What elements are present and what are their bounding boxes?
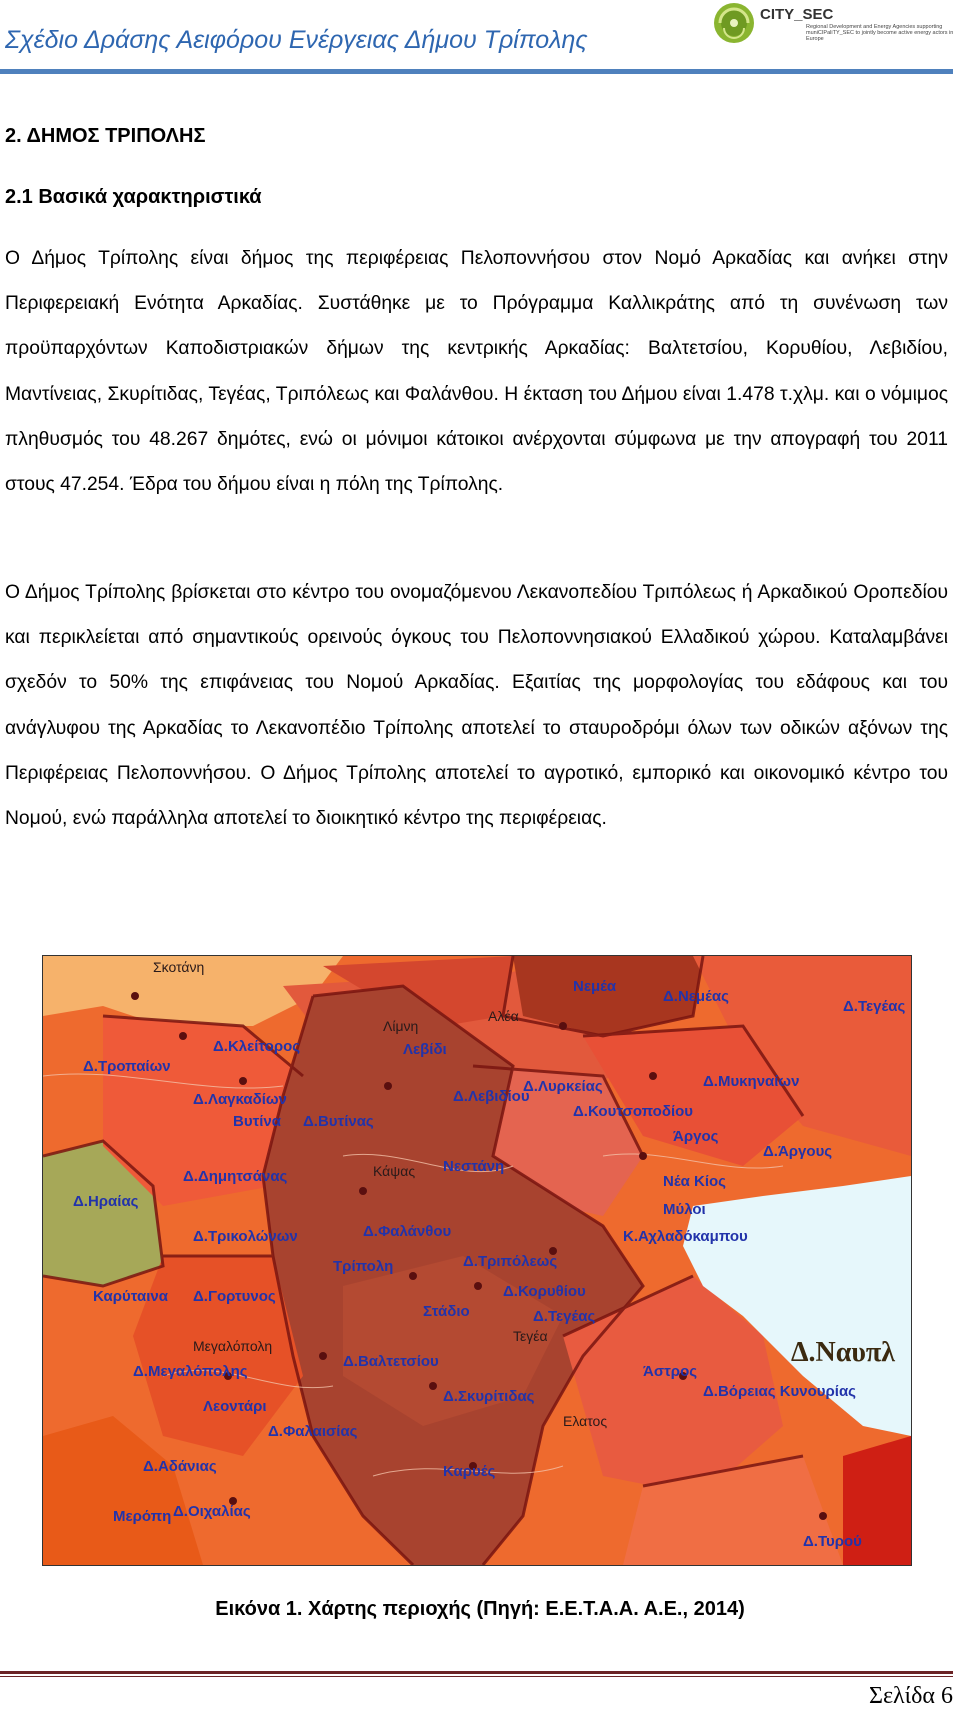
logo-emblem-icon bbox=[710, 0, 758, 48]
map-label: Δ.Τεγέας bbox=[843, 998, 906, 1015]
map-label: Κάψας bbox=[373, 1163, 416, 1179]
map-label: Βυτίνα bbox=[233, 1113, 281, 1130]
section-title: 2. ΔΗΜΟΣ ΤΡΙΠΟΛΗΣ bbox=[5, 125, 206, 147]
map-label: Ελατος bbox=[563, 1413, 608, 1429]
map-label: Δ.Φαλάνθου bbox=[363, 1223, 452, 1240]
map-label: Μύλοι bbox=[663, 1201, 706, 1218]
region-map bbox=[42, 955, 912, 1566]
map-label: Δ.Οιχαλίας bbox=[173, 1503, 251, 1520]
map-label: Δ.Μυκηναίων bbox=[703, 1073, 800, 1090]
map-label: Νέα Κίος bbox=[663, 1173, 726, 1190]
footer-rule bbox=[0, 1671, 953, 1674]
map-label: Τεγέα bbox=[513, 1328, 548, 1344]
map-label: Δ.Αδάνιας bbox=[143, 1458, 217, 1475]
map-label: Δ.Τροπαίων bbox=[83, 1058, 171, 1075]
body-paragraph: Ο Δήμος Τρίπολης βρίσκεται στο κέντρο του ονομαζόμενου Λεκανοπεδίου Τριπόλεως ή Αρκαδικού Οροπεδίου και περικλείεται από σημαντικούς ορεινούς όγκους του Πελοποννησιακού Ελλαδικού χώρου. Καταλαμβάνει σχεδόν το 50% της επιφάνειας του Νομού Αρκαδίας. Εξαιτίας της μορφολογίας του εδάφους και του ανάγλυφου της Αρκαδίας το Λεκανοπέδιο Τρίπολης αποτελεί το σταυροδρόμι όλων των οδικών αξόνων της Περιφέρειας Πελοποννήσου. Ο Δήμος Τρίπολης αποτελεί το αγροτικό, εμπορικό και οικονομικό κέντρο του Νομού, ενώ παράλληλα αποτελεί το διοικητικό κέντρο της περιφέρειας. bbox=[5, 582, 948, 830]
logo-name: CITY_SEC bbox=[760, 6, 834, 23]
map-label: Καρυές bbox=[443, 1463, 496, 1480]
map-label: Λίμνη bbox=[383, 1018, 419, 1034]
body-paragraph: Ο Δήμος Τρίπολης είναι δήμος της περιφέρειας Πελοποννήσου στον Νομό Αρκαδίας και ανήκει στην Περιφερειακή Ενότητα Αρκαδίας. Συστάθηκε με το Πρόγραμμα Καλλικράτης από τη συνένωση των προϋπαρχόντων Καποδιστριακών δήμων της κεντρικής Αρκαδίας: Βαλτετσίου, Κορυθίου, Λεβιδίου, Μαντίνειας, Σκυρίτιδας, Τεγέας, Τριπόλεως και Φαλάνθου. Η έκταση του Δήμου είναι 1.478 τ.χλμ. και ο νόμιμος πληθυσμός του 48.267 δημότες, ενώ οι μόνιμοι κάτοικοι ανέρχονται σύμφωνα με την απογραφή του 2011 στους 47.254. Έδρα του δήμου είναι η πόλη της Τρίπολης. bbox=[5, 248, 948, 496]
map-label: Δ.Φαλαισίας bbox=[268, 1423, 358, 1440]
map-label: Δ.Άργους bbox=[763, 1143, 833, 1160]
map-label: Δ.Τριπόλεως bbox=[463, 1253, 558, 1270]
map-label: Δ.Κορυθίου bbox=[503, 1283, 586, 1300]
document-header-title: Σχέδιο Δράσης Αειφόρου Ενέργειας Δήμου Τρίπολης bbox=[5, 26, 588, 54]
map-label: Κ.Αχλαδόκαμπου bbox=[623, 1228, 748, 1245]
map-label: Σκοτάνη bbox=[153, 959, 205, 975]
map-label: Δ.Κλείτορος bbox=[213, 1038, 301, 1055]
map-label: Καρύταινα bbox=[93, 1288, 168, 1305]
map-label: Δ.Κουτσοποδίου bbox=[573, 1103, 693, 1120]
footer-rule bbox=[0, 1676, 953, 1677]
map-label: Άργος bbox=[673, 1128, 719, 1145]
map-label: Άστρος bbox=[643, 1363, 698, 1380]
map-label: Νεμέα bbox=[573, 978, 617, 995]
map-label: Δ.Βαλτετσίου bbox=[343, 1353, 439, 1370]
map-label: Στάδιο bbox=[423, 1303, 470, 1320]
page-number: Σελίδα 6 bbox=[868, 1683, 953, 1709]
map-labels bbox=[43, 956, 911, 1565]
map-label: Δ.Ναυπλ bbox=[791, 1337, 896, 1368]
header-rule bbox=[0, 69, 953, 74]
logo-tagline: Regional Development and Energy Agencies supporting muniCIPaliTY_SEC to jointly become active energy actors in Europe bbox=[806, 24, 954, 42]
map-label: Τρίπολη bbox=[333, 1258, 394, 1275]
map-label: Δ.Γορτυνος bbox=[193, 1288, 276, 1305]
map-label: Δ.Τυρού bbox=[803, 1533, 862, 1550]
map-label: Δ.Σκυρίτιδας bbox=[443, 1388, 535, 1405]
map-label: Δ.Ηραίας bbox=[73, 1193, 139, 1210]
map-label: Νεστάνη bbox=[443, 1158, 505, 1175]
map-label: Αλέα bbox=[488, 1008, 519, 1024]
map-label: Δ.Τρικολώνων bbox=[193, 1228, 298, 1245]
map-label: Δ.Νεμέας bbox=[663, 988, 729, 1005]
map-label: Δ.Λαγκαδίων bbox=[193, 1091, 287, 1108]
city-sec-logo bbox=[710, 0, 960, 50]
map-label: Λεοντάρι bbox=[203, 1398, 267, 1415]
map-label: Δ.Λυρκείας bbox=[523, 1078, 603, 1095]
map-label: Μερόπη bbox=[113, 1508, 172, 1525]
map-label: Δ.Βυτίνας bbox=[303, 1113, 374, 1130]
map-label: Δ.Δημητσάνας bbox=[183, 1168, 288, 1185]
map-label: Λεβίδι bbox=[403, 1041, 447, 1058]
map-label: Μεγαλόπολη bbox=[193, 1338, 273, 1354]
map-label: Δ.Τεγέας bbox=[533, 1308, 596, 1325]
map-label: Δ.Μεγαλόπολης bbox=[133, 1363, 248, 1380]
map-label: Δ.Βόρειας Κυνουρίας bbox=[703, 1383, 856, 1400]
map-label: Δ.Λεβιδίου bbox=[453, 1088, 530, 1105]
subsection-title: 2.1 Βασικά χαρακτηριστικά bbox=[5, 186, 262, 208]
figure-caption: Εικόνα 1. Χάρτης περιοχής (Πηγή: Ε.Ε.Τ.Α.Α. Α.Ε., 2014) bbox=[215, 1598, 745, 1620]
